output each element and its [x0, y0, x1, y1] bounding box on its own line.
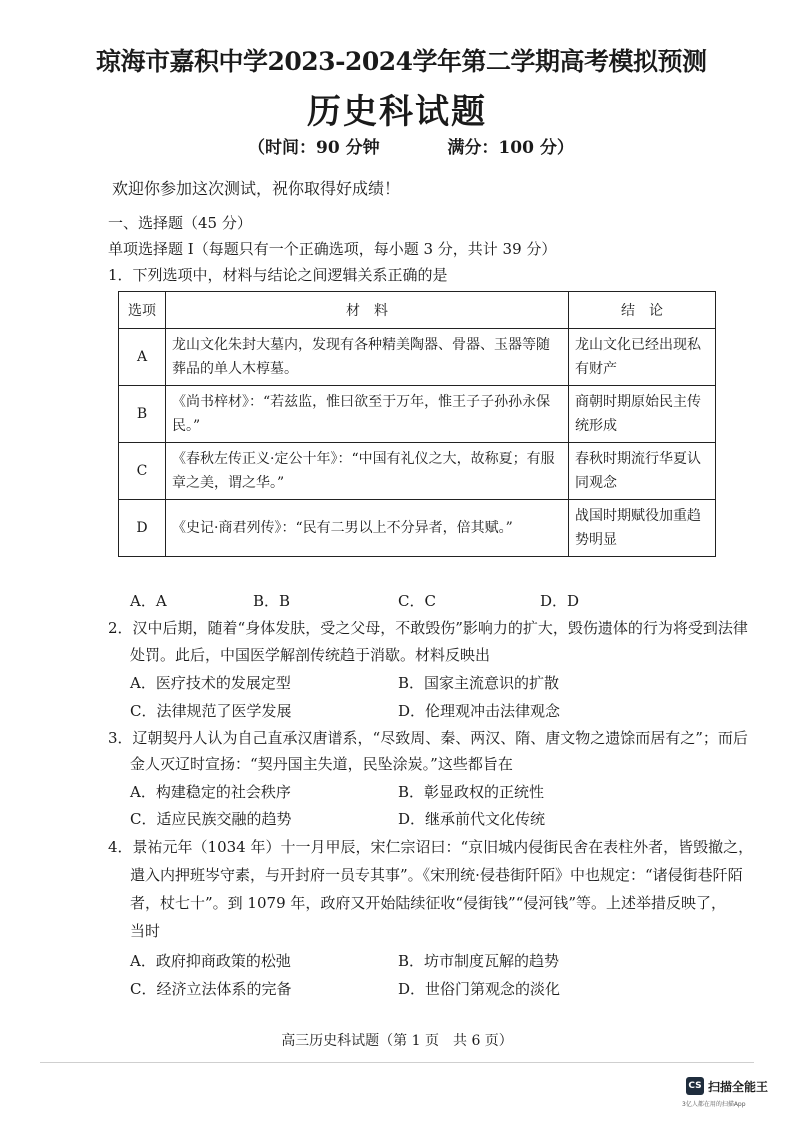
scanner-tagline: 3亿人都在用的扫描App [682, 1101, 746, 1108]
material-cell: 《春秋左传正义·定公十年》：“中国有礼仪之大，故称夏；有服章之美，谓之华。” [166, 443, 569, 500]
q4-line-2: 遣入内押班岑守素，与开封府一员专其事”。《宋刑统·侵巷街阡陌》中也规定：“诸侵街巷阡陌 [130, 866, 743, 884]
option-cell: C [119, 443, 166, 500]
q4-choice-c: C．经济立法体系的完备 [130, 980, 292, 998]
q2-choice-c: C．法律规范了医学发展 [130, 702, 292, 720]
q3-line-1: 3．辽朝契丹人认为自己直承汉唐谱系，“尽致周、秦、两汉、隋、唐文物之遗馀而居有之”；而后 [108, 729, 748, 747]
q4-choice-d: D．世俗门第观念的淡化 [398, 980, 561, 998]
q3-choice-a: A．构建稳定的社会秩序 [130, 783, 291, 801]
q1-choice-d: D．D [540, 592, 580, 610]
section-subheading: 单项选择题 I（每题只有一个正确选项，每小题 3 分，共计 39 分） [108, 240, 557, 258]
material-cell: 龙山文化朱封大墓内，发现有各种精美陶器、骨器、玉器等随葬品的单人木椁墓。 [166, 329, 569, 386]
exam-school-title: 琼海市嘉积中学2023-2024学年第二学期高考模拟预测 [96, 47, 707, 76]
time-label: （时间：90 分钟 [248, 138, 380, 158]
option-cell: B [119, 386, 166, 443]
material-cell: 《尚书梓材》：“若兹监，惟曰欲至于万年，惟王子子孙孙永保民。” [166, 386, 569, 443]
q4-line-4: 当时 [130, 922, 161, 940]
table-header-material: 材 料 [166, 292, 569, 329]
q1-choice-c: C．C [398, 592, 436, 610]
table-header-option: 选项 [119, 292, 166, 329]
conclusion-cell: 春秋时期流行华夏认同观念 [569, 443, 716, 500]
q2-line-2: 处罚。此后，中国医学解剖传统趋于消歇。材料反映出 [130, 646, 491, 664]
conclusion-cell: 商朝时期原始民主传统形成 [569, 386, 716, 443]
conclusion-cell: 龙山文化已经出现私有财产 [569, 329, 716, 386]
q4-line-1: 4．景祐元年（1034 年）十一月甲辰，宋仁宗诏曰：“京旧城内侵街民舍在表柱外者，皆毁撤之， [108, 838, 754, 856]
footer-divider [40, 1062, 754, 1063]
q3-choice-c: C．适应民族交融的趋势 [130, 810, 292, 828]
table-row [119, 329, 716, 386]
q4-choice-b: B．坊市制度瓦解的趋势 [398, 952, 560, 970]
q3-choice-d: D．继承前代文化传统 [398, 810, 546, 828]
q2-choice-b: B．国家主流意识的扩散 [398, 674, 560, 692]
q2-choice-a: A．医疗技术的发展定型 [130, 674, 291, 692]
table-row [119, 386, 716, 443]
material-cell: 《史记·商君列传》：“民有二男以上不分异者，倍其赋。” [166, 500, 569, 557]
q3-line-2: 金人灭辽时宣扬：“契丹国主失道，民坠涂炭。”这些都旨在 [130, 755, 513, 773]
table-header-conclusion: 结 论 [569, 292, 716, 329]
q2-line-1: 2．汉中后期，随着“身体发肤，受之父母，不敢毁伤”影响力的扩大，毁伤遗体的行为将受到法律 [108, 619, 748, 637]
q4-line-3: 者，杖七十”。到 1079 年，政府又开始陆续征收“侵街钱”“侵河钱”等。上述举措反映了， [130, 894, 727, 912]
q1-stem: 1．下列选项中，材料与结论之间逻辑关系正确的是 [108, 266, 448, 284]
q1-choice-b: B．B [253, 592, 291, 610]
page-footer: 高三历史科试题（第 1 页 共 6 页） [281, 1033, 513, 1049]
option-cell: D [119, 500, 166, 557]
table-row [119, 443, 716, 500]
greeting-text: 欢迎你参加这次测试，祝你取得好成绩！ [112, 179, 401, 198]
q1-choice-a: A．A [130, 592, 167, 610]
conclusion-cell: 战国时期赋役加重趋势明显 [569, 500, 716, 557]
q1-table [118, 291, 716, 557]
exam-subject-title: 历史科试题 [307, 92, 487, 132]
score-label: 满分：100 分） [447, 138, 574, 158]
q4-choice-a: A．政府抑商政策的松弛 [130, 952, 291, 970]
exam-meta [248, 133, 574, 158]
option-cell: A [119, 329, 166, 386]
scanner-app-name: 扫描全能王 [708, 1080, 769, 1094]
q3-choice-b: B．彰显政权的正统性 [398, 783, 545, 801]
q2-choice-d: D．伦理观冲击法律观念 [398, 702, 561, 720]
scanner-logo-icon: CS [686, 1077, 704, 1095]
table-row [119, 500, 716, 557]
section-heading: 一、选择题（45 分） [108, 214, 252, 232]
table-header-row [119, 292, 716, 329]
